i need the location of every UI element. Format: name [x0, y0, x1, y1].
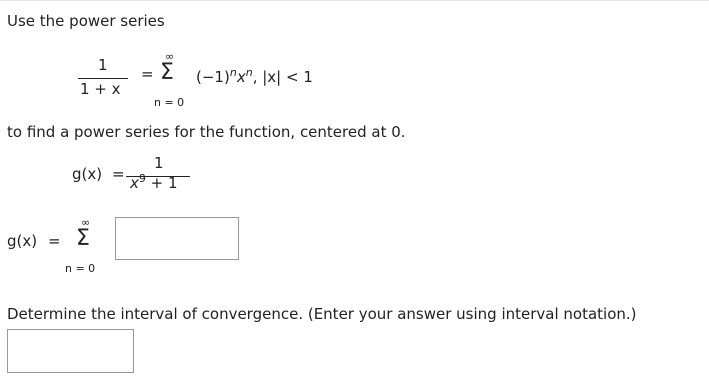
- answer-function-name: g(x): [7, 232, 38, 250]
- top-divider: [0, 0, 709, 1]
- interval-answer-input[interactable]: [7, 329, 134, 373]
- denominator-exponent: 9: [138, 172, 146, 185]
- function-equals-sign: =: [112, 165, 125, 183]
- given-summation-sign: Σ: [160, 60, 174, 85]
- function-name: g(x): [72, 165, 103, 183]
- term-exponent-n: n: [229, 66, 237, 79]
- answer-equals-sign: =: [48, 232, 61, 250]
- term-x: x: [236, 68, 246, 86]
- intro-text: Use the power series: [7, 12, 165, 30]
- interval-question-text: Determine the interval of convergence. (Enter your answer using interval notation.): [7, 305, 637, 323]
- answer-sum-lower-limit: n = 0: [65, 262, 96, 275]
- denominator-x: x: [130, 174, 139, 192]
- given-fraction-numerator: 1: [98, 56, 108, 74]
- function-numerator: 1: [154, 154, 164, 172]
- convergence-condition: , |x| < 1: [252, 68, 313, 86]
- answer-summation-sign: Σ: [76, 226, 90, 251]
- answer-sum-upper-limit: ∞: [81, 216, 91, 229]
- given-series-term: [196, 68, 313, 86]
- given-fraction-bar: [78, 78, 128, 79]
- given-equals-sign: =: [141, 65, 154, 83]
- function-denominator: [130, 174, 178, 192]
- term-base: (−1): [196, 68, 230, 86]
- term-exponent-n2: n: [245, 66, 253, 79]
- series-answer-input[interactable]: [115, 217, 239, 260]
- given-sum-upper-limit: ∞: [165, 50, 175, 63]
- instruction-text: to find a power series for the function, centered at 0.: [7, 123, 406, 141]
- given-sum-lower-limit: n = 0: [154, 96, 185, 109]
- given-fraction-denominator: 1 + x: [80, 80, 121, 98]
- denominator-rest: + 1: [145, 174, 178, 192]
